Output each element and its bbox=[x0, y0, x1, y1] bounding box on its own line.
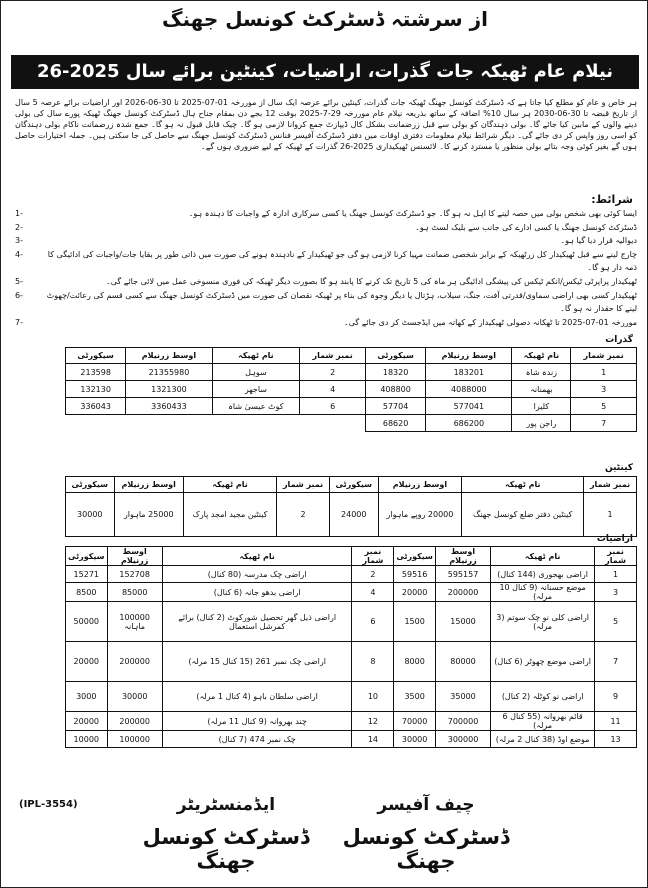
table-cell: 25000 ماہوار bbox=[114, 493, 183, 537]
list-item bbox=[15, 275, 637, 289]
table-cell: 59516 bbox=[394, 566, 436, 583]
table-cell: 336043 bbox=[66, 398, 126, 415]
administrator-org: ڈسٹرکٹ کونسل جھنگ bbox=[142, 825, 310, 873]
table-cell: 30000 bbox=[107, 682, 162, 712]
table-cell: 10000 bbox=[66, 731, 108, 748]
table-cell: 200000 bbox=[107, 712, 162, 731]
table-row bbox=[66, 712, 637, 731]
table-cell: 1 bbox=[584, 493, 637, 537]
table-cell: 3000 bbox=[66, 682, 108, 712]
table-cell: 15000 bbox=[435, 602, 490, 642]
canteen-label: کینٹین bbox=[604, 463, 633, 473]
list-item bbox=[15, 234, 637, 248]
table-cell: موضع اوڈ (38 کنال 2 مرلہ) bbox=[491, 731, 595, 748]
condition-text: موررخہ 01-07-2025 تا ٹھکانہ دصولی ٹھیکیدار کے کھاتہ میں ایڈجسٹ کر دی جائے گی۔ bbox=[344, 317, 637, 327]
condition-text: دیوالیہ قرار دیا گیا ہو۔ bbox=[560, 236, 637, 246]
column-header: نمبر شمار bbox=[584, 477, 637, 493]
list-item bbox=[15, 289, 637, 316]
table-cell: 35000 bbox=[435, 682, 490, 712]
table-cell: 80000 bbox=[435, 642, 490, 682]
table-cell: کلیرا bbox=[512, 398, 571, 415]
table-cell: 4 bbox=[300, 381, 366, 398]
table-cell: بھمنانہ bbox=[512, 381, 571, 398]
table-cell: 7 bbox=[595, 642, 637, 682]
table-cell: 1 bbox=[595, 566, 637, 583]
table-cell: قائم بھروانہ (55 کنال 6 مرلہ) bbox=[491, 712, 595, 731]
table-cell: راجن پور bbox=[512, 415, 571, 432]
table-cell: 8 bbox=[352, 642, 394, 682]
table-row bbox=[66, 642, 637, 682]
table-cell: اراضی چک مدرسہ (80 کنال) bbox=[162, 566, 352, 583]
table-header-row bbox=[66, 477, 637, 493]
table-cell: اراضی کلی نو چک سوتم (3 مرلہ) bbox=[491, 602, 595, 642]
table-row bbox=[66, 583, 637, 602]
condition-number: 5- bbox=[15, 276, 23, 286]
column-header: اوسط زرنیلام bbox=[107, 547, 162, 566]
table-cell: 1321300 bbox=[126, 381, 212, 398]
table-cell: 18320 bbox=[365, 364, 425, 381]
table-cell: 68620 bbox=[365, 415, 425, 432]
table-cell: 1500 bbox=[394, 602, 436, 642]
condition-number: 1- bbox=[15, 209, 23, 218]
column-header: نمبر شمار bbox=[571, 348, 637, 364]
table-cell: 300000 bbox=[435, 731, 490, 748]
administrator-title: ایڈمنسٹریٹر bbox=[176, 795, 276, 815]
table-cell: 6 bbox=[300, 398, 366, 415]
table-cell bbox=[126, 415, 212, 432]
table-cell: 2 bbox=[352, 566, 394, 583]
ipl-code: (IPL-3554) bbox=[19, 799, 78, 810]
table-cell: 700000 bbox=[435, 712, 490, 731]
administrator-signature bbox=[131, 795, 321, 873]
table-cell: 3 bbox=[595, 583, 637, 602]
column-header: سیکورٹی bbox=[66, 477, 115, 493]
condition-number: 6- bbox=[15, 290, 23, 300]
table-cell: چک نمبر 474 (7 کنال) bbox=[162, 731, 352, 748]
table-cell: 20000 روپے ماہوار bbox=[378, 493, 462, 537]
table-cell: زندہ شاہ bbox=[512, 364, 571, 381]
chief-officer-org: ڈسٹرکٹ کونسل جھنگ bbox=[342, 825, 510, 873]
guzrat-label: گذرات bbox=[605, 335, 633, 345]
condition-number: 4- bbox=[15, 249, 23, 259]
column-header: اوسط زرنیلام bbox=[114, 477, 183, 493]
table-cell: 5 bbox=[595, 602, 637, 642]
table-cell: 11 bbox=[595, 712, 637, 731]
table-row bbox=[66, 398, 637, 415]
table-cell: 20000 bbox=[394, 583, 436, 602]
column-header: نام ٹھیکہ bbox=[462, 477, 584, 493]
column-header: نام ٹھیکہ bbox=[491, 547, 595, 566]
conditions-list bbox=[15, 207, 637, 329]
table-cell: موضع حسنانہ (9 کنال 10 مرلہ) bbox=[491, 583, 595, 602]
title-banner bbox=[11, 55, 639, 89]
table-cell: سوہل bbox=[212, 364, 300, 381]
column-header: سیکورٹی bbox=[330, 477, 379, 493]
column-header: نمبر شمار bbox=[352, 547, 394, 566]
table-cell: 4 bbox=[352, 583, 394, 602]
table-cell bbox=[66, 415, 126, 432]
table-cell: 152708 bbox=[107, 566, 162, 583]
table-cell: 30000 bbox=[394, 731, 436, 748]
column-header: سیکورٹی bbox=[394, 547, 436, 566]
table-cell: 408800 bbox=[365, 381, 425, 398]
column-header: اوسط زرنیلام bbox=[426, 348, 512, 364]
table-cell: ساجھر bbox=[212, 381, 300, 398]
table-cell: 13 bbox=[595, 731, 637, 748]
condition-text: ایسا کوئی بھی شخص بولی میں حصہ لینے کا اہل نہ ہو گا۔ جو ڈسٹرکٹ کونسل جھنگ یا کسی سرکاری ادارہ کے واجبات کا دہندہ ہو۔ bbox=[188, 209, 637, 218]
table-cell: 200000 bbox=[107, 642, 162, 682]
table-cell: 14 bbox=[352, 731, 394, 748]
table-cell bbox=[212, 415, 300, 432]
column-header: نام ٹھیکہ bbox=[162, 547, 352, 566]
condition-number: 3- bbox=[15, 236, 23, 246]
table-cell: 15271 bbox=[66, 566, 108, 583]
guzrat-table bbox=[65, 347, 637, 432]
column-header: اوسط زرنیلام bbox=[435, 547, 490, 566]
table-cell: 3360433 bbox=[126, 398, 212, 415]
column-header: نام ٹھیکہ bbox=[183, 477, 276, 493]
table-cell: 1 bbox=[571, 364, 637, 381]
table-cell: 6 bbox=[352, 602, 394, 642]
table-cell: اراضی چک نمبر 261 (15 کنال 15 مرلہ) bbox=[162, 642, 352, 682]
table-cell: 200000 bbox=[435, 583, 490, 602]
column-header: نام ٹھیکہ bbox=[212, 348, 300, 364]
table-cell: اراضی بھجوری (144 کنال) bbox=[491, 566, 595, 583]
column-header: سیکورٹی bbox=[365, 348, 425, 364]
conditions-heading: شرائط: bbox=[591, 193, 633, 206]
table-row bbox=[66, 602, 637, 642]
table-cell: اراضی سلطان باہو (4 کنال 1 مرلہ) bbox=[162, 682, 352, 712]
table-cell: 8500 bbox=[66, 583, 108, 602]
column-header: نمبر شمار bbox=[277, 477, 330, 493]
table-cell: 85000 bbox=[107, 583, 162, 602]
table-cell: 12 bbox=[352, 712, 394, 731]
table-cell: اراضی بدھو جانہ (6 کنال) bbox=[162, 583, 352, 602]
lands-table bbox=[65, 546, 637, 748]
table-row bbox=[66, 381, 637, 398]
chief-officer-title: چیف آفیسر bbox=[377, 795, 475, 815]
table-cell: 70000 bbox=[394, 712, 436, 731]
list-item bbox=[15, 248, 637, 275]
table-cell: 100000 bbox=[107, 731, 162, 748]
table-cell: 2 bbox=[300, 364, 366, 381]
table-cell: اراضی ذیل گھر تحصیل شورکوٹ (2 کنال) برائے کمرشل استعمال bbox=[162, 602, 352, 642]
table-cell: 10 bbox=[352, 682, 394, 712]
table-header-row bbox=[66, 547, 637, 566]
list-item bbox=[15, 207, 637, 221]
table-cell: 4088000 bbox=[426, 381, 512, 398]
column-header: اوسط زرنیلام bbox=[378, 477, 462, 493]
table-cell: 183201 bbox=[426, 364, 512, 381]
table-row bbox=[66, 731, 637, 748]
table-cell: 5 bbox=[571, 398, 637, 415]
table-cell: کوٹ عیسیٰ شاہ bbox=[212, 398, 300, 415]
table-row bbox=[66, 415, 637, 432]
list-item bbox=[15, 221, 637, 235]
condition-number: 2- bbox=[15, 222, 23, 232]
table-cell: 30000 bbox=[66, 493, 115, 537]
table-header-row bbox=[66, 348, 637, 364]
table-cell: 595157 bbox=[435, 566, 490, 583]
column-header: سیکورٹی bbox=[66, 547, 108, 566]
table-cell: 100000 ماہانہ bbox=[107, 602, 162, 642]
page-title: از سرشتہ ڈسٹرکٹ کونسل جھنگ bbox=[161, 7, 488, 31]
table-cell: 21355980 bbox=[126, 364, 212, 381]
condition-text: ڈسٹرکٹ کونسل جھنگ یا کسی ادارے کی جانب سے بلیک لسٹ ہو۔ bbox=[415, 222, 637, 232]
list-item bbox=[15, 316, 637, 330]
table-cell: 50000 bbox=[66, 602, 108, 642]
column-header: نمبر شمار bbox=[595, 547, 637, 566]
table-cell bbox=[300, 415, 366, 432]
canteen-table bbox=[65, 476, 637, 537]
table-row bbox=[66, 493, 637, 537]
table-cell: 132130 bbox=[66, 381, 126, 398]
table-cell: 7 bbox=[571, 415, 637, 432]
table-cell: چند بھروانہ (9 کنال 11 مرلہ) bbox=[162, 712, 352, 731]
table-row bbox=[66, 364, 637, 381]
table-cell: 2 bbox=[277, 493, 330, 537]
table-cell: 3500 bbox=[394, 682, 436, 712]
table-cell: 20000 bbox=[66, 642, 108, 682]
condition-number: 7- bbox=[15, 317, 23, 327]
table-cell: 686200 bbox=[426, 415, 512, 432]
table-cell: 213598 bbox=[66, 364, 126, 381]
table-cell: کینٹین مجید امجد پارک bbox=[183, 493, 276, 537]
column-header: اوسط زرنیلام bbox=[126, 348, 212, 364]
condition-text: چارج لینے سے قبل ٹھیکیدار کل زرٹھیکہ کے برابر شخصی ضمانت مہیا کرنا لازمی ہو گی جو ٹھیکیدار کے نادہندہ ہونے کی صورت میں ذاتی طور پر بقایا جات/واجبات کی ادائیگی کا ذمہ دار ہو گا۔ bbox=[47, 249, 637, 273]
table-cell: 8000 bbox=[394, 642, 436, 682]
chief-officer-signature bbox=[331, 795, 521, 873]
table-cell: 57704 bbox=[365, 398, 425, 415]
table-cell: اراضی نو کوٹلہ (2 کنال) bbox=[491, 682, 595, 712]
table-cell: 3 bbox=[571, 381, 637, 398]
table-cell: اراضی موضع چھوٹر (6 کنال) bbox=[491, 642, 595, 682]
table-cell: 20000 bbox=[66, 712, 108, 731]
condition-text: ٹھیکیدار پراپرٹی ٹیکس/انکم ٹیکس کی پیشگی ادائیگی ہر ماہ کی 5 تاریخ تک کرنے کا پابند ہو گا بصورت دیگر ٹھیکہ کی فوری منسوخی عمل میں لائی جائے گی۔ bbox=[106, 276, 637, 286]
table-cell: 9 bbox=[595, 682, 637, 712]
table-row bbox=[66, 566, 637, 583]
table-cell: 24000 bbox=[330, 493, 379, 537]
table-row bbox=[66, 682, 637, 712]
lands-label: اراضیات bbox=[596, 534, 633, 544]
condition-text: ٹھیکیدار کسی بھی اراضی سماوی/قدرتی آفت، جنگ، سیلاب، ہڑتال یا دیگر وجوہ کی بناء پر ٹھیکہ نقصان کی صورت میں ڈسٹرکٹ کونسل جھنگ سے کسی قسم کی رعائت/چھوٹ لینے کا حقدار نہ ہو گا۔ bbox=[46, 290, 637, 314]
column-header: نام ٹھیکہ bbox=[512, 348, 571, 364]
intro-paragraph: ہر خاص و عام کو مطلع کیا جاتا ہے کہ ڈسٹرکٹ کونسل جھنگ ٹھیکہ جات گذرات، کینٹین برائے عرصہ ایک سال از موررخہ 01-07-2025 تا 30-06-2026 اور اراضیات برائے عرصہ 5 سال از تاریخ قبضہ تا 30-06-2030 ہر سال 10% اضافہ کے ساتھ بذریعہ نیلام عام موررخہ 29-7-2025 بوقت 12 بجے دن بمقام جناح ہال ڈسٹرکٹ کونسل جھنگ ٹھیکہ پورے سال کی بولی دینے والوں کے مابین کیا جائے گا۔ بولی دہندگان کو بولی سے قبل زرضمانت بشکل کال ڈیپازٹ جمع کروانا لازمی ہو گا۔ چیک قابل قبول نہ ہو گا۔ جمع شدہ زرضمانت ناکام بولی دہندگان کو اسی روز واپس کر دی جائے گی۔ دیگر شرائط نیلام معلومات دفتری اوقات میں دفتر ڈسٹرکٹ آفیسر فنانس ڈسٹرکٹ کونسل جھنگ سے حاصل کی جا سکتی ہیں۔ جملہ اختیارات حاصل ہوں گے بغیر کوئی وجہ بتائے بولی منظور یا مسترد کرنے کا۔ لائسنس ٹھیکیداری 2025-26 گذرات کے ٹھیکہ کے لیے ضروری ہوں گے۔ bbox=[15, 98, 638, 151]
banner-text: نیلام عام ٹھیکہ جات گذرات، اراضیات، کینٹین برائے سال 2025-26 bbox=[36, 61, 614, 82]
table-cell: کینٹین دفتر ضلع کونسل جھنگ bbox=[462, 493, 584, 537]
table-cell: 577041 bbox=[426, 398, 512, 415]
column-header: نمبر شمار bbox=[300, 348, 366, 364]
column-header: سیکورٹی bbox=[66, 348, 126, 364]
